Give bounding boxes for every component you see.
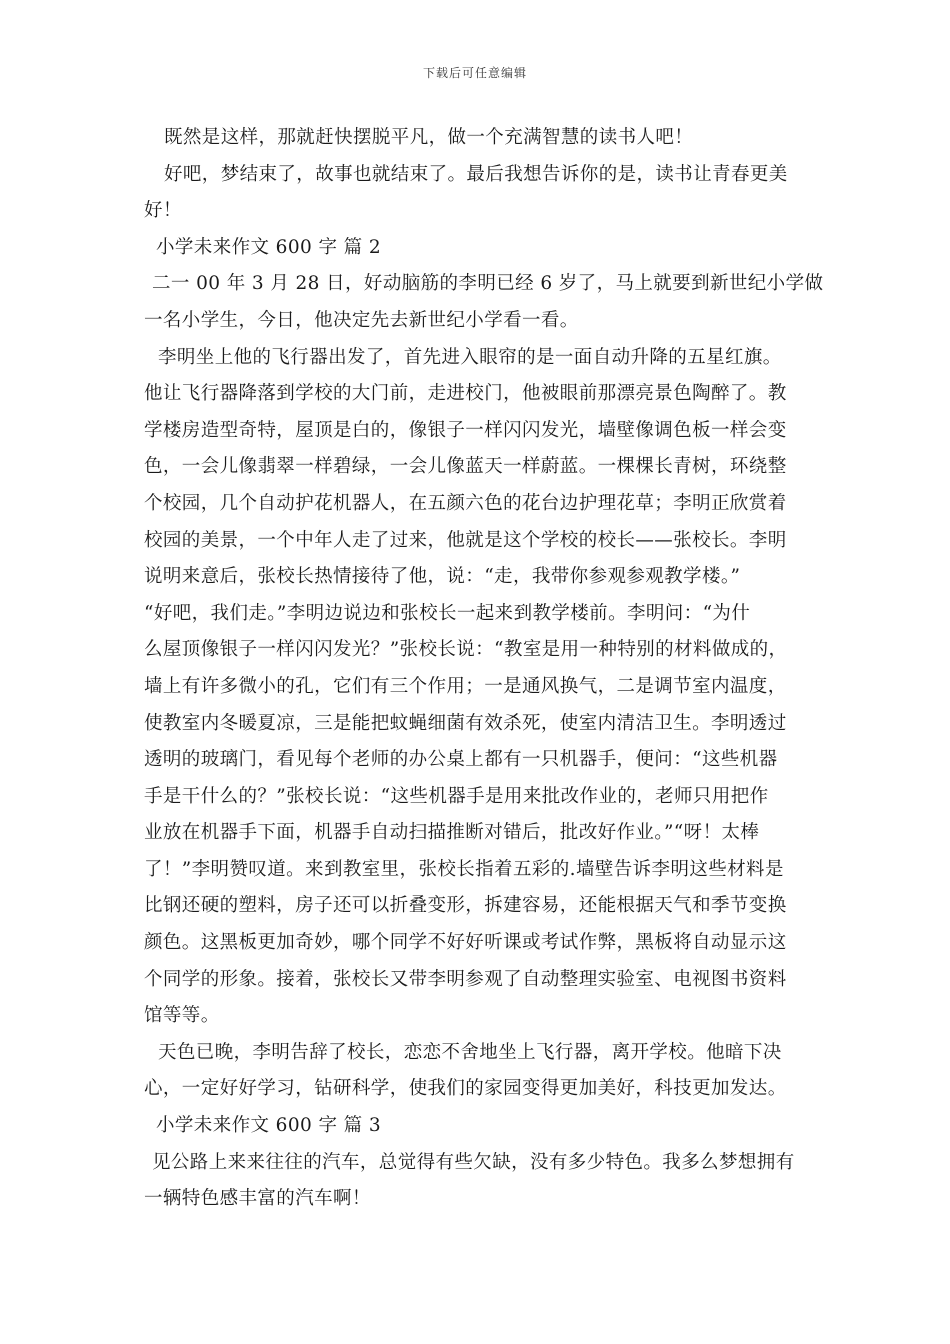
- text-line: 馆等等。: [144, 1005, 220, 1027]
- text-line: 比钢还硬的塑料，房子还可以折叠变形，拆建容易，还能根据天气和季节变换: [144, 895, 787, 917]
- text-line: 了！”李明赞叹道。来到教室里，张校长指着五彩的.墙壁告诉李明这些材料是: [144, 858, 784, 880]
- text-line: 一名小学生，今日，他决定先去新世纪小学看一看。: [144, 309, 579, 331]
- text-line: 手是干什么的？”张校长说：“这些机器手是用来批改作业的，老师只用把作: [144, 785, 769, 807]
- text-line: “好吧，我们走。”李明边说边和张校长一起来到教学楼前。李明问：“为什: [144, 602, 751, 624]
- text-line: 使教室内冬暖夏凉，三是能把蚊蝇细菌有效杀死，使室内清洁卫生。李明透过: [144, 712, 787, 734]
- text-line: 说明来意后，张校长热情接待了他，说：“走，我带你参观参观教学楼。”: [144, 566, 741, 588]
- text-line: 心，一定好好学习，钻研科学，使我们的家园变得更加美好，科技更加发达。: [144, 1078, 787, 1100]
- text-line: 校园的美景，一个中年人走了过来，他就是这个学校的校长——张校长。李明: [144, 529, 787, 551]
- section-heading: 小学未来作文 600 字 篇 3: [156, 1115, 382, 1137]
- text-line: 色，一会儿像翡翠一样碧绿，一会儿像蓝天一样蔚蓝。一棵棵长青树，环绕整: [144, 456, 787, 478]
- text-line: 透明的玻璃门，看见每个老师的办公桌上都有一只机器手，便问：“这些机器: [144, 749, 778, 771]
- text-line: 二一 00 年 3 月 28 日，好动脑筋的李明已经 6 岁了，马上就要到新世纪小学做: [152, 273, 824, 295]
- page-header: 下载后可任意编辑: [422, 66, 527, 80]
- text-line: 李明坐上他的飞行器出发了，首先进入眼帘的是一面自动升降的五星红旗。: [158, 346, 782, 368]
- document-body: [144, 120, 834, 1218]
- text-line: 见公路上来来往往的汽车，总觉得有些欠缺，没有多少特色。我多么梦想拥有: [152, 1151, 795, 1173]
- text-line: 个校园，几个自动护花机器人，在五颜六色的花台边护理花草；李明正欣赏着: [144, 492, 787, 514]
- text-line: 他让飞行器降落到学校的大门前，走进校门，他被眼前那漂亮景色陶醉了。教: [144, 383, 787, 405]
- text-line: 颜色。这黑板更加奇妙，哪个同学不好好听课或考试作弊，黑板将自动显示这: [144, 932, 787, 954]
- text-line: 天色已晚，李明告辞了校长，恋恋不舍地坐上飞行器，离开学校。他暗下决: [158, 1041, 782, 1063]
- text-line: 一辆特色感丰富的汽车啊！: [144, 1188, 371, 1210]
- text-line: 好吧，梦结束了，故事也就结束了。最后我想告诉你的是，读书让青春更美: [164, 163, 788, 185]
- text-line: 既然是这样，那就赶快摆脱平凡，做一个充满智慧的读书人吧！: [164, 127, 694, 148]
- text-line: 业放在机器手下面，机器手自动扫描推断对错后，批改好作业。”“呀！太棒: [144, 822, 760, 844]
- section-heading: 小学未来作文 600 字 篇 2: [156, 236, 382, 258]
- text-line: 好！: [144, 200, 182, 222]
- text-line: 个同学的形象。接着，张校长又带李明参观了自动整理实验室、电视图书资料: [144, 968, 787, 990]
- text-line: 么屋顶像银子一样闪闪发光？”张校长说：“教室是用一种特别的材料做成的，: [144, 639, 788, 661]
- text-line: 学楼房造型奇特，屋顶是白的，像银子一样闪闪发光，墙壁像调色板一样会变: [144, 419, 787, 441]
- text-line: 墙上有许多微小的孔，它们有三个作用；一是通风换气，二是调节室内温度，: [144, 675, 787, 697]
